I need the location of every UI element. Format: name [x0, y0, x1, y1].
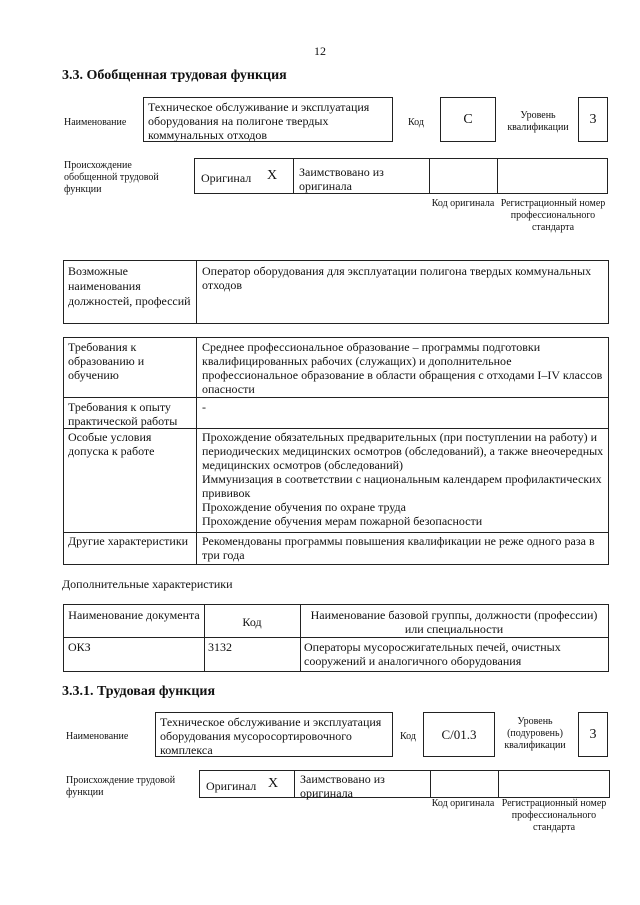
- education-value: Среднее профессиональное образование – программы подготовки квалифицированных рабочих (служащих) и дополнительное профессиональное образование в области обращения с отходами I–IV классов опасности: [202, 340, 603, 396]
- section-heading-3-3: 3.3. Обобщенная трудовая функция: [62, 68, 287, 83]
- level-label: Уровень квалификации: [507, 110, 569, 133]
- experience-label: Требования к опыту практической работы: [68, 400, 178, 428]
- experience-value: -: [202, 400, 206, 414]
- col-code: Код: [242, 615, 262, 629]
- borrowed-label-2: Заимствовано из оригинала: [300, 772, 385, 800]
- condition-line: Иммунизация в соответствии с национальным календарем профилактических прививок: [202, 472, 602, 500]
- borrowed-label: Заимствовано из оригинала: [299, 165, 384, 193]
- col-group-name: Наименование базовой группы, должности (профессии) или специальности: [310, 608, 598, 636]
- additional-table: [63, 604, 609, 672]
- row-group-name: Операторы мусоросжигательных печей, очистных сооружений и аналогичного оборудования: [304, 640, 561, 668]
- code-value: C: [440, 97, 496, 142]
- other-value: Рекомендованы программы повышения квалификации не реже одного раза в три года: [202, 534, 595, 562]
- condition-line: Прохождение обучения мерам пожарной безопасности: [202, 514, 483, 528]
- original-label-2: Оригинал: [206, 779, 257, 793]
- section-heading-3-3-1: 3.3.1. Трудовая функция: [62, 684, 216, 699]
- level-label-2: Уровень (подуровень) квалификации: [504, 716, 566, 751]
- requirements-table: [63, 337, 609, 565]
- positions-table: [63, 260, 609, 324]
- name-label-2: Наименование: [66, 731, 129, 742]
- original-mark: X: [267, 168, 278, 183]
- original-mark-2: X: [268, 776, 279, 791]
- level-value-2: 3: [578, 712, 608, 757]
- condition-line: Прохождение обязательных предварительных (при поступлении на работу) и периодических медицинских осмотров (обследований), а также внеочередных медицинских осмотров (обследований): [202, 430, 604, 472]
- origin-table-2: [199, 770, 610, 798]
- education-label: Требования к образованию и обучению: [68, 340, 145, 382]
- special-conditions-label: Особые условия допуска к работе: [68, 430, 155, 458]
- col-document: Наименование документа: [68, 608, 200, 622]
- origin-label-2: Происхождение трудовой функции: [66, 775, 176, 798]
- origin-code-caption: Код оригинала: [431, 198, 495, 209]
- additional-heading: Дополнительные характеристики: [62, 577, 233, 591]
- special-conditions-value: [202, 430, 606, 528]
- original-label: Оригинал: [201, 171, 252, 185]
- code-label: Код: [408, 117, 424, 128]
- row-code: 3132: [208, 640, 232, 654]
- page-number: 12: [314, 44, 326, 58]
- name-label: Наименование: [64, 117, 127, 128]
- condition-line: Прохождение обучения по охране труда: [202, 500, 406, 514]
- reg-number-caption: Регистрационный номер профессионального стандарта: [500, 198, 606, 233]
- code-label-2: Код: [400, 731, 416, 742]
- origin-code-caption-2: Код оригинала: [431, 798, 495, 809]
- labor-function-name: Техническое обслуживание и эксплуатация оборудования мусоросортировочного комплекса: [155, 712, 393, 757]
- generalized-function-name: Техническое обслуживание и эксплуатация оборудования на полигоне твердых коммунальных отходов: [143, 97, 393, 142]
- code-value-2: C/01.3: [423, 712, 495, 757]
- reg-number-caption-2: Регистрационный номер профессионального стандарта: [501, 798, 607, 833]
- origin-table: [194, 158, 608, 194]
- positions-value: Оператор оборудования для эксплуатации полигона твердых коммунальных отходов: [202, 264, 592, 292]
- other-label: Другие характеристики: [68, 534, 189, 548]
- origin-label: Происхождение обобщенной трудовой функции: [64, 160, 159, 195]
- level-value: 3: [578, 97, 608, 142]
- positions-label: Возможные наименования должностей, профессий: [68, 264, 191, 308]
- row-document: ОКЗ: [68, 640, 91, 654]
